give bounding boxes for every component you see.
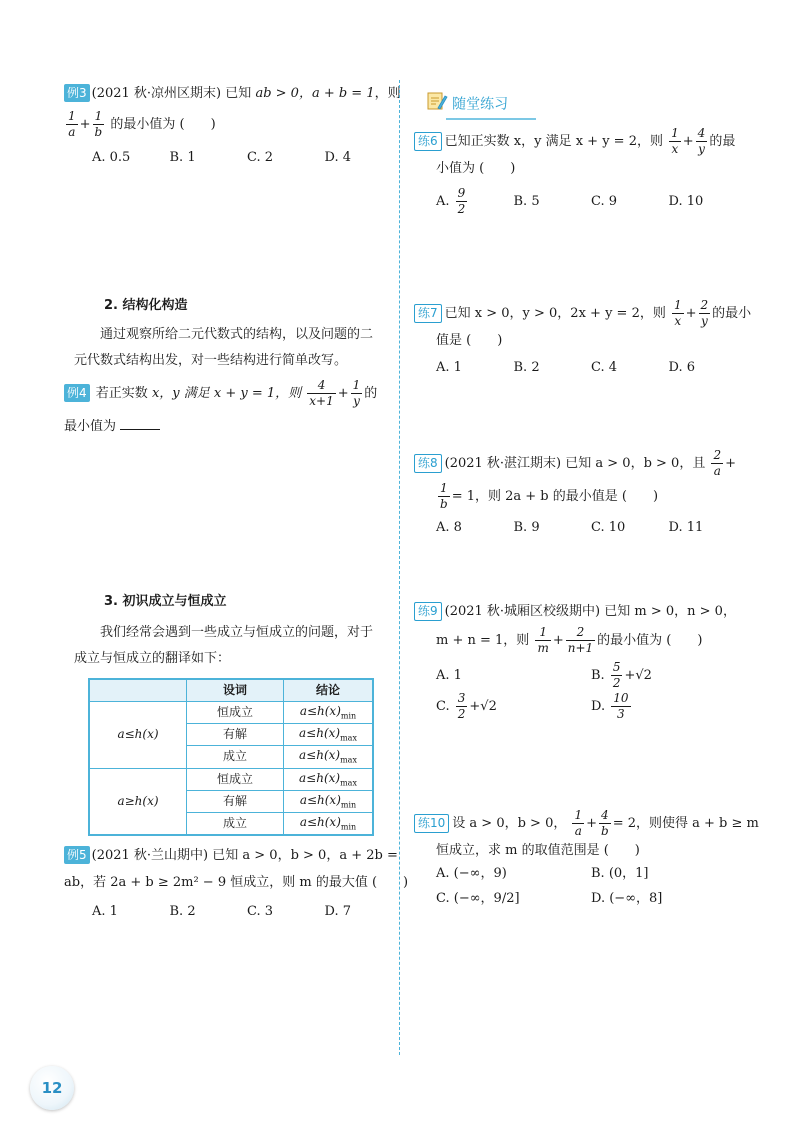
fraction: $\frac{1}{b}$ [94,108,103,139]
practice-tag: 练10 [414,814,449,833]
pencil-icon [426,90,448,120]
stem-text: = 2，则使得 a + b ≥ m [612,816,759,831]
stem-text: (2021 秋·湛江期末) 已知 a > 0，b > 0，且 [444,456,706,471]
option: C. 9 [591,193,618,209]
title-underline [446,118,536,120]
table-cell: 恒成立 [187,768,284,790]
options [436,518,746,539]
stem-text: 已知 [225,86,252,101]
option: D. 11 [668,520,704,535]
example-source: (2021 秋·凉州区期末) [91,86,222,101]
options [436,691,746,722]
option: B. (0，1] [591,865,649,881]
section-paragraph: 我们经常会遇到一些成立与恒成立的问题，对于成立与恒成立的翻译如下： [74,625,374,666]
example-tag: 例5 [64,846,90,864]
options [436,358,746,379]
option: B. 9 [513,520,540,535]
fraction: $\frac{1}{a}$ [574,808,583,838]
fraction: $\frac{2}{y}$ [700,298,709,328]
option: A. 1 [436,359,462,375]
option: C. 3 [247,903,274,919]
practice-header [426,90,536,120]
table-header [89,679,187,702]
fraction: $\frac{2}{a}$ [713,448,722,478]
fraction: $\frac{1}{a}$ [68,108,76,139]
practice-tag: 练6 [414,132,442,151]
option: D. (−∞，8] [591,890,663,906]
table-row [89,702,373,724]
stem-text: 的最小 [712,306,752,321]
condition-table [88,678,374,836]
table-cell: 有解 [187,724,284,746]
table-cell: 成立 [187,746,284,768]
section-heading [104,592,227,613]
example-4: 例4 若正实数 x，y 满足 x + y = 1，则 $\frac{4}{x+1}$ + $\frac{1}{y}$ 的 最小值为 [64,378,378,434]
fraction: $\frac{1}{y}$ [352,378,361,408]
option: C. 2 [247,149,274,165]
stem-text: 恒成立，求 m 的取值范围是 ( ) [436,843,640,858]
example-3: 例3 (2021 秋·凉州区期末) 已知 ab > 0，a + b = 1，则 $\frac{1}{a}$ + $\frac{1}{b}$ 的最小值为 ( ) A. 0.5 B. 1 C. 2 D. 4 [64,84,384,169]
stem-text: 已知 x > 0，y > 0，2x + y = 2，则 [444,306,666,321]
fraction: $\frac{4}{b}$ [601,808,609,838]
stem-text: + [725,456,737,471]
example-tag: 例3 [64,84,90,102]
table-header: 结论 [284,679,374,702]
option: B. 2 [169,903,196,919]
option: D. 6 [668,359,695,375]
table-cell: $a\le h(x)_{max}$ [284,768,374,790]
table-cell: $a\le h(x)_{min}$ [284,790,374,812]
table-cell: $a\le h(x)_{max}$ [284,746,374,768]
fraction: $\frac{2}{n+1}$ [567,624,594,655]
stem-text: 已知正实数 x，y 满足 x + y = 2，则 [444,134,663,149]
table-cell: 恒成立 [187,702,284,724]
stem-text: ，则 [374,86,401,101]
section-heading [104,296,188,317]
option: A. 1 [436,667,462,683]
option: A. 8 [436,520,462,535]
option: D. 7 [324,903,351,919]
options [92,148,402,169]
stem-text: (2021 秋·兰山期中) 已知 a > 0，b > 0，a + 2b = [91,848,398,863]
practice-9: 练9 (2021 秋·城厢区校级期中) 已知 m > 0，n > 0， m + n = 1，则 $\frac{1}{m}$ + $\frac{2}{n+1}$ 的最小值为 ( ) A. 1 B. $\frac{5}{2}$ +√2 C. $\frac{3}{2}$ +√2 D. $\frac{10}{3}$ [414,602,774,722]
example-tag: 例4 [64,384,90,402]
practice-tag: 练9 [414,602,442,621]
option: B. 1 [169,149,196,165]
fraction: $\frac{1}{m}$ [537,624,549,655]
heading-text: 2. 结构化构造 [104,298,188,313]
section-paragraph: 通过观察所给二元代数式的结构，以及问题的二元代数式结构出发，对一些结构进行简单改写。 [74,327,374,368]
option: D. 10 [668,193,704,209]
answer-blank[interactable] [120,415,160,430]
stem-text: = 1，则 2a + b 的最小值是 ( ) [451,489,659,504]
stem-text: 若正实数 [95,386,148,401]
page-number: 12 [30,1066,74,1110]
practice-10: 练10 设 a > 0，b > 0， $\frac{1}{a}$ + $\frac{4}{b}$ = 2，则使得 a + b ≥ m 恒成立，求 m 的取值范围是 ( ) A. (−∞，9) B. (0，1] C. (−∞，9/2] D. (−∞，8] [414,808,774,909]
option: A. (−∞，9) [436,865,507,881]
practice-6: 练6 已知正实数 x，y 满足 x + y = 2，则 $\frac{1}{x}$ + $\frac{4}{y}$ 的最 小值为 ( ) A. $\frac{9}{2}$ B. 5 C. 9 D. 10 [414,126,754,217]
stem-text: 的最小值为 ( ) [597,632,703,648]
stem-text: 值是 ( ) [436,333,503,348]
stem-text: ab，若 2a + b ≥ 2m² − 9 恒成立，则 m 的最大值 ( ) [64,874,409,890]
heading-text: 3. 初识成立与恒成立 [104,594,227,609]
option: B. $\frac{5}{2}$ +√2 [591,659,652,690]
options [436,864,746,885]
fraction: $\frac{4}{y}$ [697,126,706,156]
stem-text: 最小值为 [64,419,117,434]
stem-text: 的最小值为 ( ) [110,116,216,132]
option: B. 2 [513,359,540,375]
option: A. $\frac{9}{2}$ [436,185,466,216]
option: A. 0.5 [92,149,131,165]
fraction: $\frac{4}{x+1}$ [309,378,334,408]
stem-text: 小值为 ( ) [436,161,516,176]
stem-text: 设 a > 0，b > 0， [452,816,567,831]
stem-text: 的最 [709,134,736,149]
table-header: 设词 [187,679,284,702]
condition: ab > 0，a + b = 1 [255,86,375,101]
practice-8 [414,448,754,539]
practice-7: 练7 已知 x > 0，y > 0，2x + y = 2，则 $\frac{1}{x}$ + $\frac{2}{y}$ 的最小 值是 ( ) A. 1 B. 2 C. 4 D. 6 [414,298,754,379]
options [92,902,402,923]
table-group-label: a≥h(x) [89,768,187,835]
practice-tag: 练8 [414,454,442,473]
options [436,660,746,691]
option: C. 10 [591,520,626,535]
fraction: $\frac{1}{x}$ [671,126,679,156]
stem-text: x，y 满足 x + y = 1，则 [151,386,302,401]
option: D. 4 [324,149,351,165]
table-cell: 有解 [187,790,284,812]
option: B. 5 [513,193,540,209]
column-divider [399,80,400,1055]
option: C. $\frac{3}{2}$ +√2 [436,690,497,721]
stem-text: 的 [364,386,378,401]
stem-text: m + n = 1，则 [436,632,530,648]
fraction: $\frac{1}{x}$ [673,298,682,328]
practice-tag: 练7 [414,304,442,323]
example-5 [64,846,409,922]
table-group-label: a≤h(x) [89,702,187,769]
option: D. $\frac{10}{3}$ [591,690,629,721]
option: A. 1 [92,903,118,919]
practice-title: 随堂练习 [452,96,509,113]
options [436,186,746,217]
options [436,889,746,910]
table-row [89,768,373,790]
fraction: $\frac{1}{b}$ [440,481,448,511]
option: C. (−∞，9/2] [436,890,520,906]
table-cell: 成立 [187,812,284,835]
stem-text: (2021 秋·城厢区校级期中) 已知 m > 0，n > 0， [444,604,736,619]
table-cell: $a\le h(x)_{min}$ [284,702,374,724]
table-cell: $a\le h(x)_{min}$ [284,812,374,835]
option: C. 4 [591,359,618,375]
table-cell: $a\le h(x)_{max}$ [284,724,374,746]
